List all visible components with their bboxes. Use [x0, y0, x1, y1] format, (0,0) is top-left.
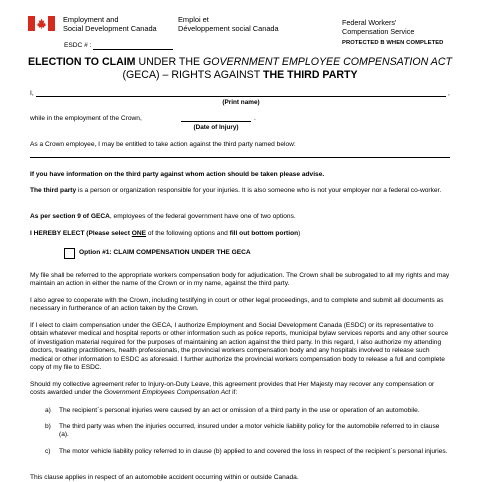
date-of-injury-label: (Date of Injury)	[193, 124, 239, 131]
service-name: Federal Workers' Compensation Service	[342, 18, 415, 36]
print-name-field[interactable]	[36, 96, 446, 97]
canada-flag-icon	[28, 16, 55, 31]
option-1-label: Option #1: CLAIM COMPENSATION UNDER THE GECA	[79, 249, 251, 256]
esdc-label: ESDC # :	[64, 42, 92, 49]
third-party-definition: The third party is a person or organization responsible for your injuries. It is also someone who is not your employer nor a federal co-worker.	[30, 187, 442, 194]
paragraph-authorize: If I elect to claim compensation under the GECA, I authorize Employment and Social Development Canada (ESDC) or its representative to obtain whatever medical and hospital reports or other information such as police reports, municipal bylaw services reports and any other source of investigation material required for the purposes of maintaining an action against the third party. In this regard, I also authorize my attending doctors, treating practitioners, health professionals, the provincial workers compensation body and any hospitals involved to release such medical or other information to ESDC as aforesaid. I further authorize the provincial workers compensation body to release a full and complete copy of my file to ESDC.	[30, 322, 449, 372]
print-name-label: (Print name)	[222, 99, 260, 106]
advise-text: If you have information on the third party against whom action should be taken please advise.	[30, 171, 325, 178]
date-of-injury-field[interactable]	[181, 121, 251, 122]
third-party-field[interactable]	[30, 157, 450, 158]
employment-period: .	[254, 115, 256, 122]
entitled-text: As a Crown employee, I may be entitled to take action against the third party named below:	[30, 141, 296, 148]
list-item: The third party was when the injuries occurred, insured under a motor vehicle liability policy for the automobile referred to in clause (a).	[59, 423, 440, 439]
list-item: The recipient`s personal injuries were caused by an act or omission of a third party in the use or operation of an automobile.	[59, 407, 420, 414]
page-title: ELECTION TO CLAIM UNDER THE GOVERNMENT EMPLOYEE COMPENSATION ACT (GECA) – RIGHTS AGAINST THE THIRD PARTY	[28, 56, 452, 81]
department-name-fr: Emploi et Développement social Canada	[178, 15, 279, 33]
paragraph-referral: My file shall be referred to the appropriate workers compensation body for adjudication. The Crown shall be subrogated to all my rights and may maintain an action in either the name of the Crown or in my name, against the third party.	[30, 272, 450, 288]
option-1-checkbox[interactable]	[64, 248, 75, 259]
list-item-label: b)	[45, 423, 51, 430]
esdc-number-field[interactable]	[93, 49, 173, 50]
protected-label: PROTECTED B WHEN COMPLETED	[342, 40, 444, 46]
employment-text: while in the employment of the Crown,	[30, 115, 142, 122]
final-clause: This clause applies in respect of an automobile accident occurring within or outside Canada.	[30, 474, 299, 481]
paragraph-cooperate: I also agree to cooperate with the Crown, including testifying in court or other legal proceedings, and to complete and submit all documents as necessary in furtherance of an action taken by the Crown.	[30, 297, 444, 313]
name-prefix: I,	[30, 90, 34, 97]
election-instruction: I HEREBY ELECT (Please select ONE of the following options and fill out bottom portion)	[30, 230, 301, 237]
list-item-label: a)	[45, 407, 51, 414]
list-item: The motor vehicle liability policy referred to in clause (b) applied to and covered the loss in respect of the recipient`s personal injuries.	[59, 448, 448, 455]
list-item-label: c)	[45, 448, 51, 455]
paragraph-collective-agreement: Should my collective agreement refer to Injury-on-Duty Leave, this agreement provides that Her Majesty may recover any compensation or costs awarded under the Government Employees Compensation Act if:	[30, 381, 435, 397]
name-comma: ,	[448, 90, 450, 97]
section-9-text: As per section 9 of GECA, employees of the federal government have one of two options.	[30, 213, 296, 220]
department-name-en: Employment and Social Development Canada	[63, 15, 157, 33]
